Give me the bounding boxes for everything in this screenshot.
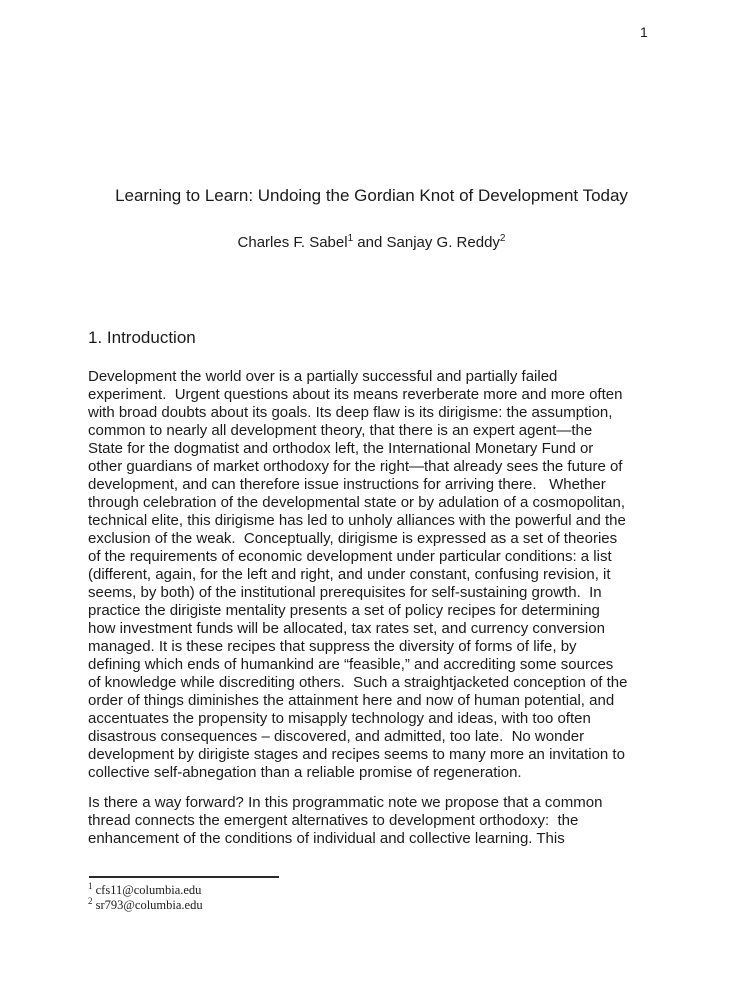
text-line: practice the dirigiste mentality presents a set of policy recipes for determining	[88, 602, 600, 619]
footnote-2	[88, 898, 203, 913]
author-2-footnote-marker: 2	[499, 233, 506, 244]
footnote-2-marker: 2	[88, 896, 93, 906]
text-line: (different, again, for the left and right, and under constant, confusing revision, it	[88, 566, 611, 583]
body-paragraph-1	[88, 368, 628, 782]
footnote-1-email: cfs11@columbia.edu	[92, 883, 202, 897]
text-line: thread connects the emergent alternatives to development orthodoxy: the	[88, 812, 579, 829]
section-heading-introduction: 1. Introduction	[88, 328, 196, 347]
footnote-1	[88, 883, 201, 898]
body-paragraph-2	[88, 794, 602, 848]
paper-title: Learning to Learn: Undoing the Gordian Knot of Development Today	[115, 186, 628, 205]
page-number: 1	[640, 24, 648, 40]
text-line: with broad doubts about its goals. Its deep flaw is its dirigisme: the assumption,	[88, 404, 613, 421]
footnote-separator-rule	[89, 876, 279, 878]
text-line: collective self-abnegation than a reliable promise of regeneration.	[88, 764, 522, 781]
text-line: technical elite, this dirigisme has led to unholy alliances with the powerful and the	[88, 512, 626, 529]
author-1: Charles F. Sabel	[237, 234, 348, 251]
text-line: order of things diminishes the attainment here and now of human potential, and	[88, 692, 615, 709]
text-line: accentuates the propensity to misapply technology and ideas, with too often	[88, 710, 591, 727]
authors-separator: and	[353, 234, 387, 251]
text-line: disastrous consequences – discovered, and admitted, too late. No wonder	[88, 728, 585, 745]
text-line: development, and can therefore issue instructions for arriving there. Whether	[88, 476, 606, 493]
text-line: exclusion of the weak. Conceptually, dirigisme is expressed as a set of theories	[88, 530, 618, 547]
text-line: common to nearly all development theory, that there is an expert agent—the	[88, 422, 593, 439]
text-line: managed. It is these recipes that suppress the diversity of forms of life, by	[88, 638, 577, 655]
text-line: Development the world over is a partially successful and partially failed	[88, 368, 558, 385]
footnote-1-marker: 1	[88, 881, 93, 891]
text-line: defining which ends of humankind are “feasible,” and accrediting some sources	[88, 656, 614, 673]
text-line: enhancement of the conditions of individual and collective learning. This	[88, 830, 565, 847]
footnote-2-email: sr793@columbia.edu	[92, 898, 203, 912]
authors-line	[88, 233, 655, 252]
text-line: experiment. Urgent questions about its means reverberate more and more often	[88, 386, 623, 403]
text-line: how investment funds will be allocated, tax rates set, and currency conversion	[88, 620, 605, 637]
text-line: of knowledge while discrediting others. Such a straightjacketed conception of the	[88, 674, 628, 691]
text-line: other guardians of market orthodoxy for the right—that already sees the future of	[88, 458, 623, 475]
author-1-footnote-marker: 1	[347, 233, 354, 244]
text-line: State for the dogmatist and orthodox left, the International Monetary Fund or	[88, 440, 594, 457]
text-line: of the requirements of economic development under particular conditions: a list	[88, 548, 612, 565]
text-line: development by dirigiste stages and recipes seems to many more an invitation to	[88, 746, 625, 763]
author-2: Sanjay G. Reddy	[386, 234, 500, 251]
text-line: seems, by both) of the institutional prerequisites for self-sustaining growth. In	[88, 584, 602, 601]
text-line: Is there a way forward? In this programmatic note we propose that a common	[88, 794, 603, 811]
text-line: through celebration of the developmental state or by adulation of a cosmopolitan,	[88, 494, 626, 511]
